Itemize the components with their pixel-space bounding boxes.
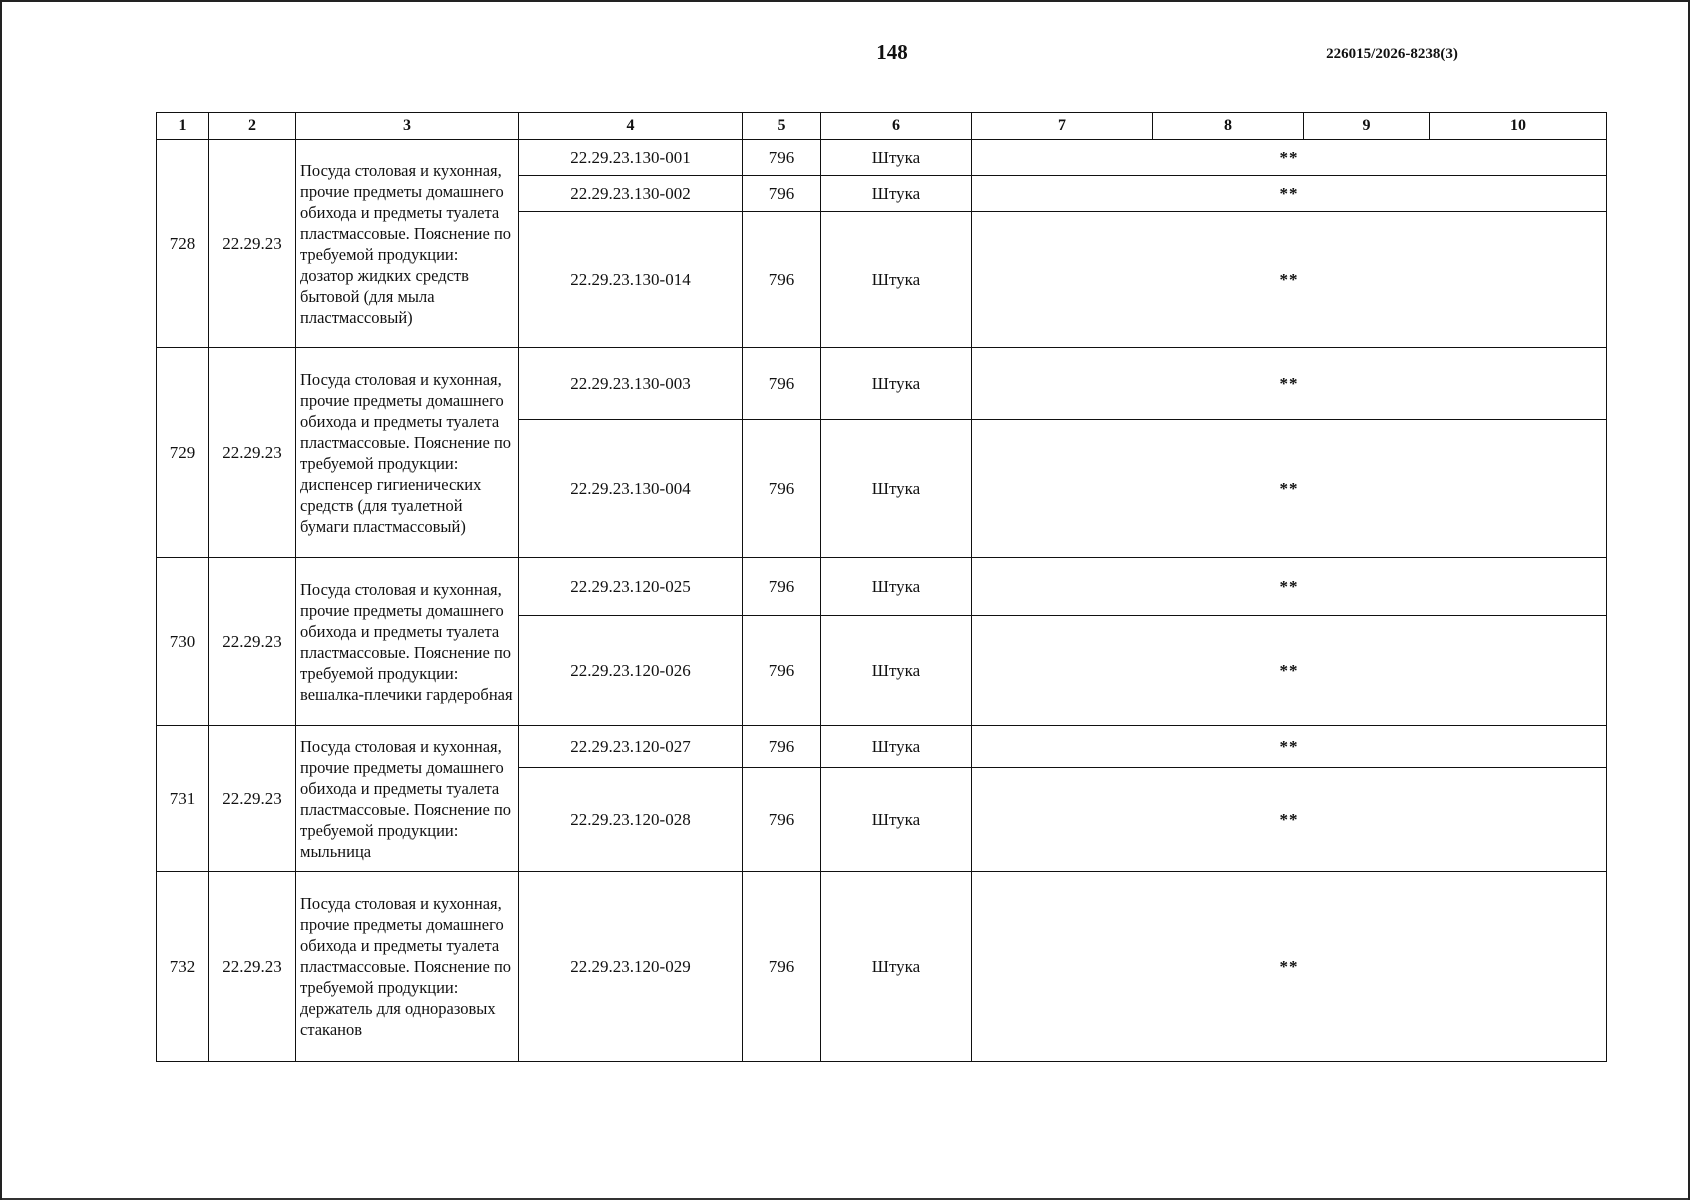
row-number: 731: [157, 726, 209, 872]
column-header: 10: [1430, 113, 1607, 140]
okpd-class-code: 22.29.23: [209, 872, 296, 1062]
table-row: [157, 558, 1607, 616]
unit-code: 796: [743, 768, 821, 872]
requirements-mark: **: [972, 348, 1607, 420]
item-code: 22.29.23.120-026: [519, 616, 743, 726]
column-header: 1: [157, 113, 209, 140]
unit-code: 796: [743, 872, 821, 1062]
document-code: 226015/2026-8238(3): [1326, 46, 1458, 62]
column-header: 9: [1304, 113, 1430, 140]
unit-name: Штука: [821, 558, 972, 616]
unit-name: Штука: [821, 420, 972, 558]
page-number: 148: [876, 40, 908, 64]
requirements-mark: **: [972, 768, 1607, 872]
row-number: 728: [157, 140, 209, 348]
unit-name: Штука: [821, 212, 972, 348]
unit-code: 796: [743, 140, 821, 176]
requirements-mark: **: [972, 420, 1607, 558]
item-code: 22.29.23.120-025: [519, 558, 743, 616]
unit-code: 796: [743, 212, 821, 348]
column-header: 8: [1153, 113, 1304, 140]
item-code: 22.29.23.120-027: [519, 726, 743, 768]
requirements-mark: **: [972, 616, 1607, 726]
item-code: 22.29.23.120-028: [519, 768, 743, 872]
requirements-mark: **: [972, 872, 1607, 1062]
unit-name: Штука: [821, 616, 972, 726]
unit-name: Штука: [821, 348, 972, 420]
column-header: 2: [209, 113, 296, 140]
row-number: 729: [157, 348, 209, 558]
product-description: Посуда столовая и кухонная, прочие предметы домашнего обихода и предметы туалета пластмассовые. Пояснение по требуемой продукции: держатель для одноразовых стаканов: [296, 872, 519, 1062]
table-row: [157, 872, 1607, 1062]
row-number: 732: [157, 872, 209, 1062]
table-row: [157, 140, 1607, 176]
column-header: 3: [296, 113, 519, 140]
okpd-class-code: 22.29.23: [209, 558, 296, 726]
item-code: 22.29.23.130-003: [519, 348, 743, 420]
okpd-class-code: 22.29.23: [209, 348, 296, 558]
item-code: 22.29.23.130-014: [519, 212, 743, 348]
column-header: 7: [972, 113, 1153, 140]
unit-code: 796: [743, 726, 821, 768]
unit-name: Штука: [821, 176, 972, 212]
okpd-class-code: 22.29.23: [209, 726, 296, 872]
unit-name: Штука: [821, 872, 972, 1062]
row-number: 730: [157, 558, 209, 726]
item-code: 22.29.23.130-004: [519, 420, 743, 558]
column-header: 5: [743, 113, 821, 140]
item-code: 22.29.23.120-029: [519, 872, 743, 1062]
item-code: 22.29.23.130-002: [519, 176, 743, 212]
unit-code: 796: [743, 616, 821, 726]
table-row: [157, 726, 1607, 768]
requirements-mark: **: [972, 558, 1607, 616]
products-table: [156, 112, 1607, 1062]
unit-name: Штука: [821, 140, 972, 176]
column-header: 4: [519, 113, 743, 140]
column-header: 6: [821, 113, 972, 140]
unit-code: 796: [743, 176, 821, 212]
table-row: [157, 348, 1607, 420]
item-code: 22.29.23.130-001: [519, 140, 743, 176]
unit-name: Штука: [821, 768, 972, 872]
requirements-mark: **: [972, 726, 1607, 768]
requirements-mark: **: [972, 176, 1607, 212]
requirements-mark: **: [972, 140, 1607, 176]
unit-name: Штука: [821, 726, 972, 768]
product-description: Посуда столовая и кухонная, прочие предметы домашнего обихода и предметы туалета пластмассовые. Пояснение по требуемой продукции: вешалка-плечики гардеробная: [296, 558, 519, 726]
product-description: Посуда столовая и кухонная, прочие предметы домашнего обихода и предметы туалета пластмассовые. Пояснение по требуемой продукции: дозатор жидких средств бытовой (для мыла пластмассовый): [296, 140, 519, 348]
unit-code: 796: [743, 348, 821, 420]
unit-code: 796: [743, 420, 821, 558]
product-description: Посуда столовая и кухонная, прочие предметы домашнего обихода и предметы туалета пластмассовые. Пояснение по требуемой продукции: мыльница: [296, 726, 519, 872]
product-description: Посуда столовая и кухонная, прочие предметы домашнего обихода и предметы туалета пластмассовые. Пояснение по требуемой продукции: диспенсер гигиенических средств (для туалетной бумаги пластмассовый): [296, 348, 519, 558]
unit-code: 796: [743, 558, 821, 616]
table-header-row: [157, 113, 1607, 140]
okpd-class-code: 22.29.23: [209, 140, 296, 348]
requirements-mark: **: [972, 212, 1607, 348]
